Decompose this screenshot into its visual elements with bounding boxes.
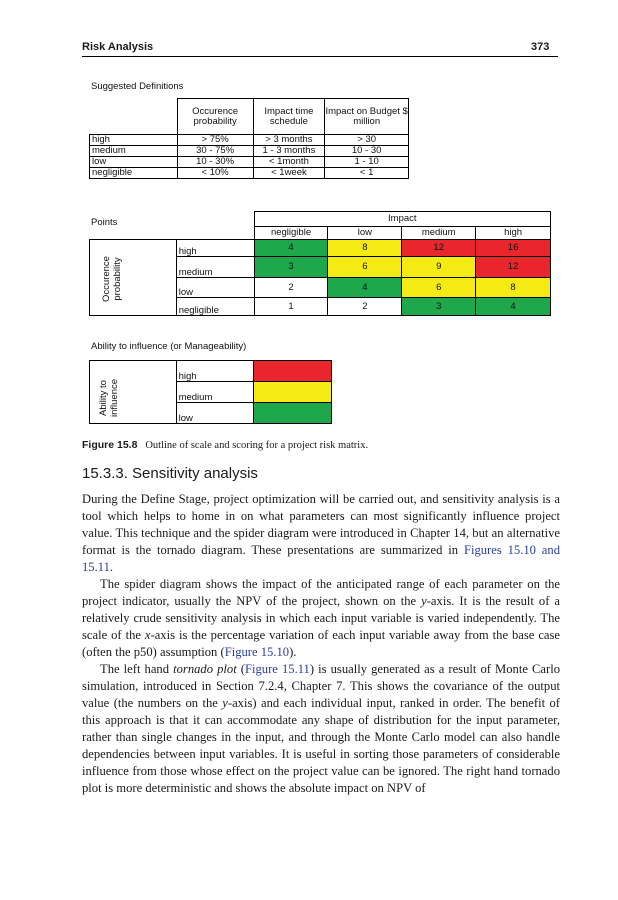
points-cell: 6 bbox=[402, 278, 476, 298]
definitions-row bbox=[90, 168, 409, 179]
definitions-cell: < 10% bbox=[177, 168, 253, 179]
ability-row-label: low bbox=[176, 403, 254, 424]
definitions-cell: 1 - 3 months bbox=[253, 146, 325, 157]
points-cell: 4 bbox=[476, 298, 551, 316]
italic-text: x bbox=[144, 628, 151, 642]
italic-text: tornado plot bbox=[173, 662, 237, 676]
ability-row bbox=[90, 361, 332, 382]
points-cell: 12 bbox=[476, 257, 551, 278]
points-cell: 9 bbox=[402, 257, 476, 278]
definitions-cell: 1 - 10 bbox=[325, 157, 409, 168]
ability-color-cell bbox=[254, 403, 332, 424]
text-run: During the Define Stage, project optimization will be carried out, and sensitivity analysis is a tool which helps to home in on what parameters can most significantly influence project value. This technique and the spider diagram were introduced in Chapter 14, but an alternative format is the tornado diagram. These presentations are summarized in bbox=[82, 492, 560, 557]
definitions-row-label: high bbox=[90, 135, 178, 146]
section-heading bbox=[82, 465, 258, 482]
italic-text: y bbox=[421, 594, 427, 608]
text-run: ( bbox=[236, 662, 245, 676]
definitions-cell: < 1 bbox=[325, 168, 409, 179]
points-row-label: negligible bbox=[176, 298, 254, 316]
impact-col-header: high bbox=[476, 227, 551, 240]
text-run: ) is usually generated as a result of Monte Carlo simulation, introduced in Section 7.2.4, Chapter 7. This shows the covariance of the output value (the numbers on the bbox=[82, 662, 560, 710]
points-row-label: low bbox=[176, 278, 254, 298]
ability-color-cell bbox=[254, 382, 332, 403]
definitions-cell: > 75% bbox=[177, 135, 253, 146]
points-cell: 4 bbox=[254, 240, 328, 257]
points-cell: 3 bbox=[402, 298, 476, 316]
ability-axis-cell bbox=[90, 361, 177, 424]
definitions-cell: 10 - 30% bbox=[177, 157, 253, 168]
points-cell: 1 bbox=[254, 298, 328, 316]
definitions-cell: 10 - 30 bbox=[325, 146, 409, 157]
text-run: -axis. It is the result of a relatively crude sensitivity analysis in which each input variable is varied independently. The scale of the bbox=[82, 594, 560, 642]
text-run: The left hand bbox=[100, 662, 174, 676]
points-title: Points bbox=[91, 217, 118, 228]
body-text bbox=[82, 491, 560, 797]
paragraph bbox=[82, 661, 560, 797]
impact-header: Impact bbox=[254, 212, 550, 227]
points-cell: 2 bbox=[254, 278, 328, 298]
definitions-cell: < 1month bbox=[253, 157, 325, 168]
points-row-label: medium bbox=[176, 257, 254, 278]
points-cell: 12 bbox=[402, 240, 476, 257]
definitions-cell: > 30 bbox=[325, 135, 409, 146]
points-row-label: high bbox=[176, 240, 254, 257]
definitions-table bbox=[89, 98, 409, 179]
section-title: Sensitivity analysis bbox=[132, 465, 258, 482]
definitions-row bbox=[90, 157, 409, 168]
definitions-cell: > 3 months bbox=[253, 135, 325, 146]
text-run: -axis is the percentage variation of each input variable away from the base case (often the p50) assumption ( bbox=[82, 628, 560, 659]
impact-col-header: medium bbox=[402, 227, 476, 240]
ability-axis-label: Ability to influence bbox=[98, 378, 120, 418]
header-rule bbox=[82, 56, 558, 57]
impact-col-header: low bbox=[328, 227, 402, 240]
ability-row-label: medium bbox=[176, 382, 254, 403]
points-cell: 2 bbox=[328, 298, 402, 316]
definitions-col-header: Occurence probability bbox=[177, 99, 253, 135]
section-number: 15.3.3. bbox=[82, 465, 128, 482]
figure-caption-text: Outline of scale and scoring for a project risk matrix. bbox=[145, 440, 369, 451]
ability-row-label: high bbox=[176, 361, 254, 382]
definitions-row bbox=[90, 146, 409, 157]
definitions-title: Suggested Definitions bbox=[91, 81, 184, 92]
definitions-col-header: Impact on Budget $ million bbox=[325, 99, 409, 135]
paragraph bbox=[82, 491, 560, 576]
text-run: -axis) and each individual input, ranked in order. The benefit of this approach is that it can accommodate any shape of distribution for the input parameter, rather than single changes in the input, and through the Monte Carlo model can also handle dependencies between input variables. It is useful in sorting those parameters of considerable influence from those whose effect on the project value can be ignored. The right hand tornado plot is more deterministic and shows the absolute impact on NPV of bbox=[82, 696, 560, 795]
probability-axis-label: Occurence probability bbox=[101, 256, 123, 302]
ability-color-cell bbox=[254, 361, 332, 382]
figure-label: Figure 15.8 bbox=[82, 439, 138, 451]
definitions-row-label: medium bbox=[90, 146, 178, 157]
italic-text: y bbox=[222, 696, 228, 710]
points-cell: 4 bbox=[328, 278, 402, 298]
figure-reference-link[interactable]: Figures 15.10 and 15.11 bbox=[82, 543, 560, 574]
page-number: 373 bbox=[531, 41, 550, 53]
probability-axis-cell bbox=[90, 240, 177, 316]
definitions-col-header: Impact time schedule bbox=[253, 99, 325, 135]
points-cell: 3 bbox=[254, 257, 328, 278]
figure-reference-link[interactable]: Figure 15.11 bbox=[245, 662, 310, 676]
points-table bbox=[89, 211, 551, 316]
running-title: Risk Analysis bbox=[82, 41, 154, 53]
definitions-corner bbox=[90, 99, 178, 135]
ability-title: Ability to influence (or Manageability) bbox=[91, 341, 247, 352]
points-cell: 8 bbox=[328, 240, 402, 257]
points-cell: 8 bbox=[476, 278, 551, 298]
ability-table bbox=[89, 360, 332, 424]
impact-col-header: negligible bbox=[254, 227, 328, 240]
definitions-row bbox=[90, 135, 409, 146]
points-row bbox=[90, 240, 551, 257]
definitions-cell: < 1week bbox=[253, 168, 325, 179]
definitions-row-label: low bbox=[90, 157, 178, 168]
definitions-cell: 30 - 75% bbox=[177, 146, 253, 157]
definitions-row-label: negligible bbox=[90, 168, 178, 179]
figure-caption bbox=[82, 439, 368, 451]
figure-reference-link[interactable]: Figure 15.10 bbox=[224, 645, 290, 659]
text-run: . bbox=[109, 560, 114, 574]
points-cell: 6 bbox=[328, 257, 402, 278]
text-run: The spider diagram shows the impact of the anticipated range of each parameter on the project indicator, usually the NPV of the project, shown on the bbox=[82, 577, 560, 608]
points-cell: 16 bbox=[476, 240, 551, 257]
paragraph bbox=[82, 576, 560, 661]
text-run: ). bbox=[289, 645, 297, 659]
